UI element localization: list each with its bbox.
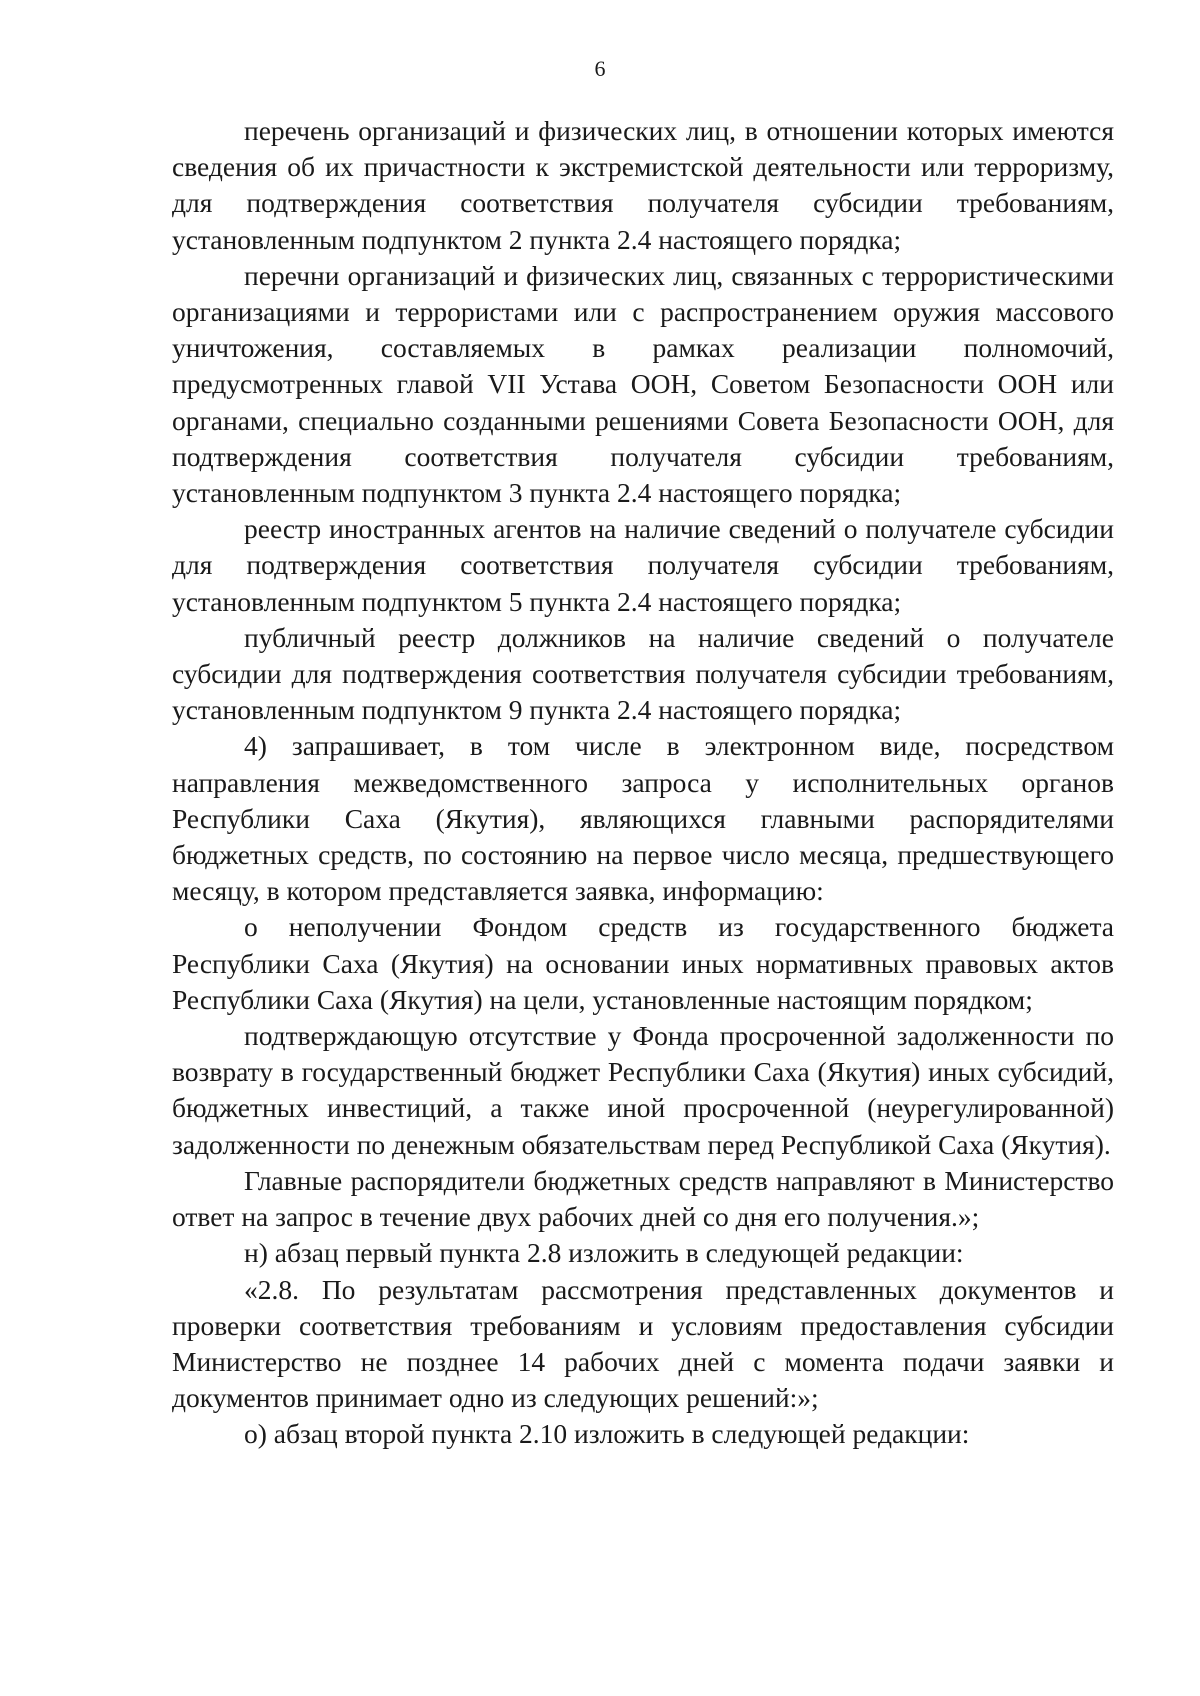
paragraph-item-4-request: 4) запрашивает, в том числе в электронном виде, посредством направления межведомственного запроса у исполнительных органов Республики Саха (Якутия), являющихся главными распорядителями бюджетных средств, по состоянию на первое число месяца, предшествующего месяцу, в котором представляется заявка, информацию:: [172, 730, 1114, 907]
paragraph-extremism-list: перечень организаций и физических лиц, в отношении которых имеются сведения об их причастности к экстремистской деятельности или терроризму, для подтверждения соответствия получателя субсидии требованиям, установленным подпунктом 2 пункта 2.4 настоящего порядка;: [172, 115, 1114, 255]
paragraph-foreign-agents-registry: реестр иностранных агентов на наличие сведений о получателе субсидии для подтверждения соответствия получателя субсидии требованиям, установленным подпунктом 5 пункта 2.4 настоящего порядка;: [172, 513, 1114, 617]
paragraph-response-deadline: Главные распорядители бюджетных средств направляют в Министерство ответ на запрос в течение двух рабочих дней со дня его получения.»;: [172, 1164, 1114, 1233]
page-number: 6: [594, 56, 606, 81]
paragraph-no-overdue-debt: подтверждающую отсутствие у Фонда просроченной задолженности по возврату в государственный бюджет Республики Саха (Якутия) иных субсидий, бюджетных инвестиций, а также иной просроченной (неурегулированной) задолженности по денежным обязательствам перед Республикой Саха (Якутия).: [172, 1020, 1114, 1160]
paragraph-clause-2-8-text: «2.8. По результатам рассмотрения представленных документов и проверки соответствия требованиям и условиям предоставления субсидии Министерство не позднее 14 рабочих дней с момента подачи заявки и документов принимает одно из следующих решений:»;: [172, 1273, 1114, 1414]
document-body: [172, 113, 1114, 1453]
paragraph-non-receipt-funds: о неполучении Фондом средств из государственного бюджета Республики Саха (Якутия) на основании иных нормативных правовых актов Республики Саха (Якутия) на цели, установленные настоящим порядком;: [172, 911, 1114, 1015]
paragraph-debtors-registry: публичный реестр должников на наличие сведений о получателе субсидии для подтверждения соответствия получателя субсидии требованиям, установленным подпунктом 9 пункта 2.4 настоящего порядка;: [172, 621, 1114, 726]
paragraph-amendment-2-10: о) абзац второй пункта 2.10 изложить в следующей редакции:: [244, 1418, 970, 1450]
paragraph-terrorism-lists: перечни организаций и физических лиц, связанных с террористическими организациями и террористами или с распространением оружия массового уничтожения, составляемых в рамках реализации полномочий, предусмотренных главой VII Устава ООН, Советом Безопасности ООН или органами, специально созданными решениями Совета Безопасности ООН, для подтверждения соответствия получателя субсидии требованиям, установленным подпунктом 3 пункта 2.4 настоящего порядка;: [172, 259, 1114, 509]
paragraph-amendment-2-8: н) абзац первый пункта 2.8 изложить в следующей редакции:: [244, 1237, 964, 1269]
